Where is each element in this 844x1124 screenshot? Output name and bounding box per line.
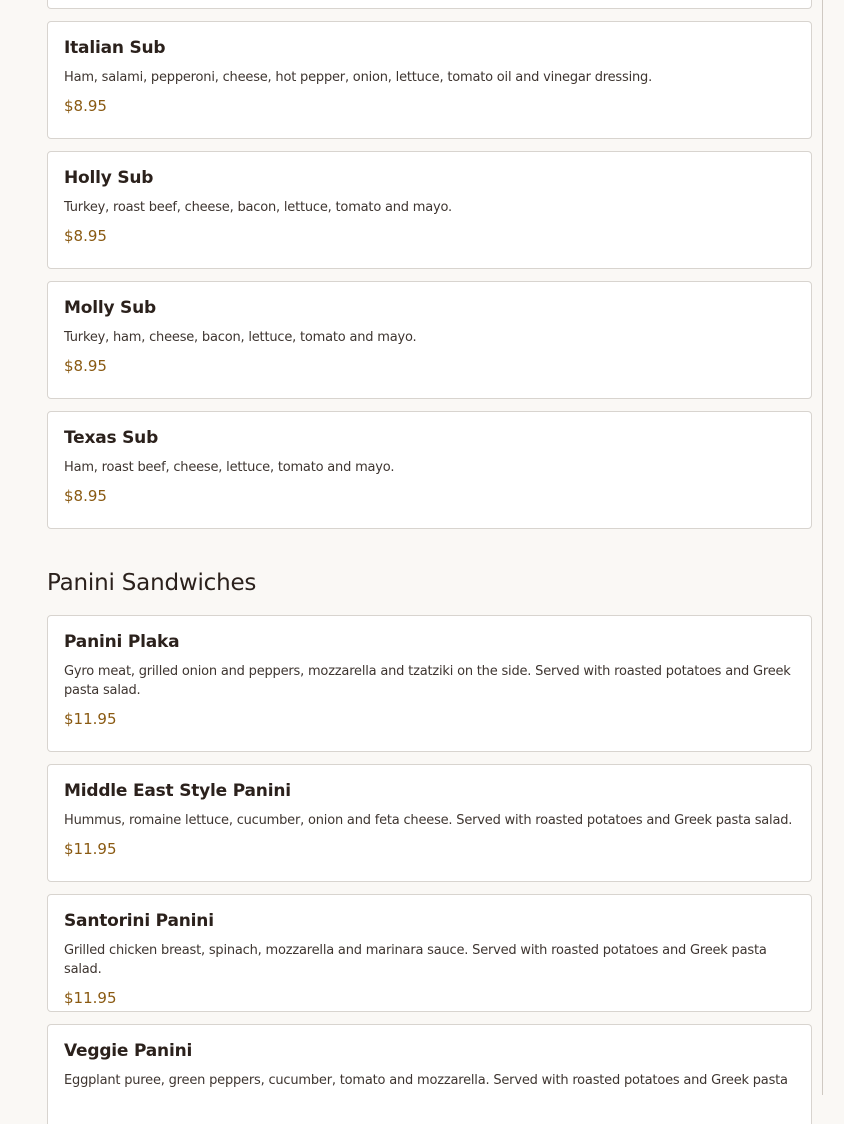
item-description: Ham, salami, pepperoni, cheese, hot pepper, onion, lettuce, tomato oil and vinegar dressing. [64, 70, 653, 85]
item-price: $8.95 [64, 97, 107, 115]
menu-item-card[interactable] [47, 281, 812, 399]
item-price: $11.95 [64, 710, 117, 728]
item-name: Molly Sub [64, 298, 156, 318]
item-price: $8.95 [64, 357, 107, 375]
menu-item-card[interactable] [47, 411, 812, 529]
item-name: Middle East Style Panini [64, 781, 291, 801]
section-title-panini: Panini Sandwiches [47, 570, 257, 596]
item-price: $8.95 [64, 487, 107, 505]
item-description: Turkey, roast beef, cheese, bacon, lettuce, tomato and mayo. [64, 200, 452, 215]
item-price: $11.95 [64, 989, 117, 1007]
item-description: Gyro meat, grilled onion and peppers, mozzarella and tzatziki on the side. Served with roasted potatoes and Greek pasta salad. [64, 664, 791, 698]
menu-item-card[interactable] [47, 894, 812, 1012]
item-name: Texas Sub [64, 428, 159, 448]
item-name: Holly Sub [64, 168, 154, 188]
menu-item-card[interactable] [47, 615, 812, 752]
menu-item-card[interactable] [47, 1024, 812, 1124]
item-description: Turkey, ham, cheese, bacon, lettuce, tomato and mayo. [64, 330, 417, 345]
item-price: $11.95 [64, 840, 117, 858]
item-description: Grilled chicken breast, spinach, mozzarella and marinara sauce. Served with roasted potatoes and Greek pasta salad. [64, 943, 767, 977]
menu-item-card-partial[interactable] [47, 0, 812, 9]
item-name: Italian Sub [64, 38, 166, 58]
menu-item-card[interactable] [47, 151, 812, 269]
item-name: Panini Plaka [64, 632, 180, 652]
item-name: Veggie Panini [64, 1041, 193, 1061]
page-right-edge [822, 0, 823, 1095]
menu-item-card[interactable] [47, 764, 812, 882]
menu-item-card[interactable] [47, 21, 812, 139]
item-name: Santorini Panini [64, 911, 214, 931]
item-price: $8.95 [64, 227, 107, 245]
menu-content [47, 0, 812, 1124]
item-description: Hummus, romaine lettuce, cucumber, onion and feta cheese. Served with roasted potatoes and Greek pasta salad. [64, 813, 793, 828]
item-description: Eggplant puree, green peppers, cucumber, tomato and mozzarella. Served with roasted potatoes and Greek pasta [64, 1073, 788, 1088]
item-description: Ham, roast beef, cheese, lettuce, tomato and mayo. [64, 460, 395, 475]
